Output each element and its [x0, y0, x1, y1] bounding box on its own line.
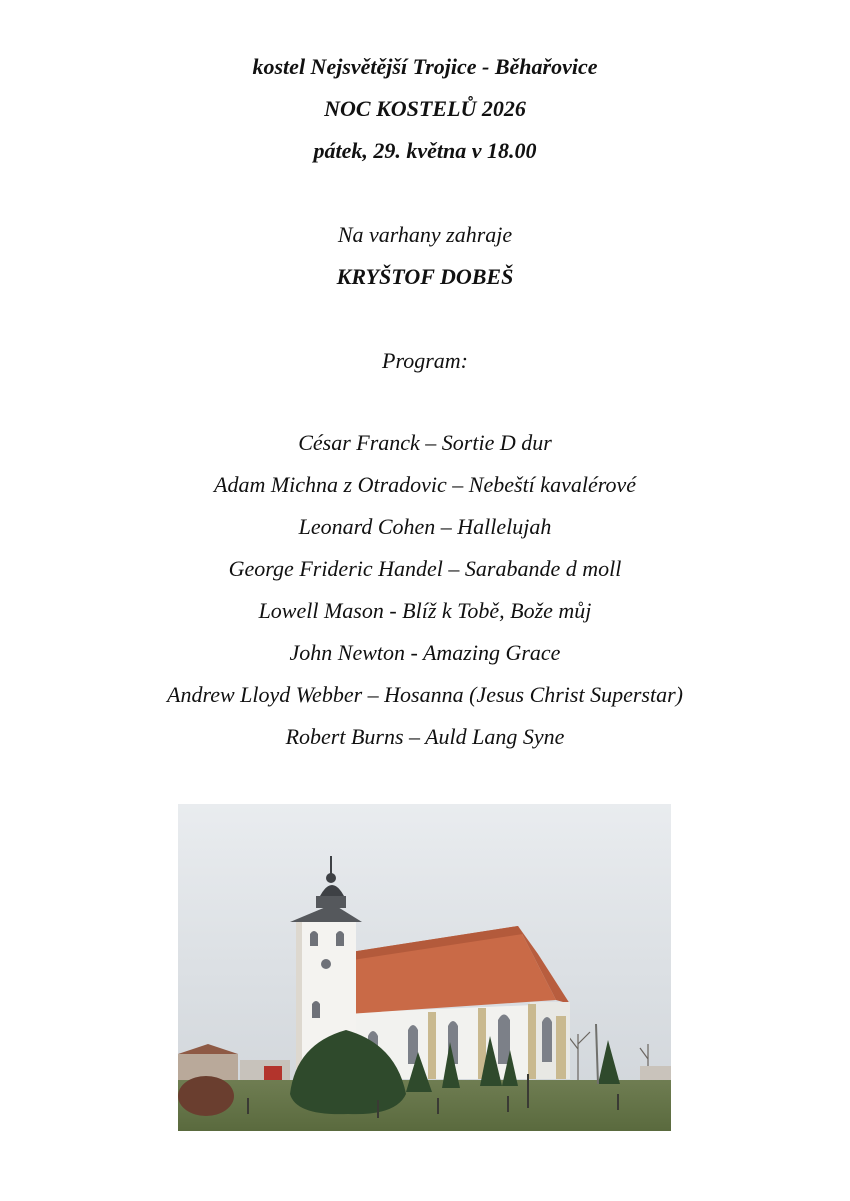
venue-title: kostel Nejsvětější Trojice - Běhařovice: [252, 54, 598, 79]
performer-intro: Na varhany zahraje: [337, 222, 513, 247]
program-heading: Program:: [382, 348, 468, 373]
program-item: Andrew Lloyd Webber – Hosanna (Jesus Christ Superstar): [167, 682, 683, 707]
program-item: George Frideric Handel – Sarabande d moll: [228, 556, 622, 581]
program-item: Robert Burns – Auld Lang Syne: [285, 724, 565, 749]
event-title: NOC KOSTELŮ 2026: [324, 96, 526, 121]
program-item: César Franck – Sortie D dur: [298, 430, 552, 455]
performer-name: KRYŠTOF DOBEŠ: [336, 264, 514, 289]
program-item: Adam Michna z Otradovic – Nebeští kavalérové: [214, 472, 636, 497]
church-photo: [178, 804, 671, 1131]
program-item: Leonard Cohen – Hallelujah: [298, 514, 552, 539]
program-item: Lowell Mason - Blíž k Tobě, Bože můj: [258, 598, 592, 623]
program-item: John Newton - Amazing Grace: [289, 640, 561, 665]
event-date: pátek, 29. května v 18.00: [313, 138, 537, 163]
